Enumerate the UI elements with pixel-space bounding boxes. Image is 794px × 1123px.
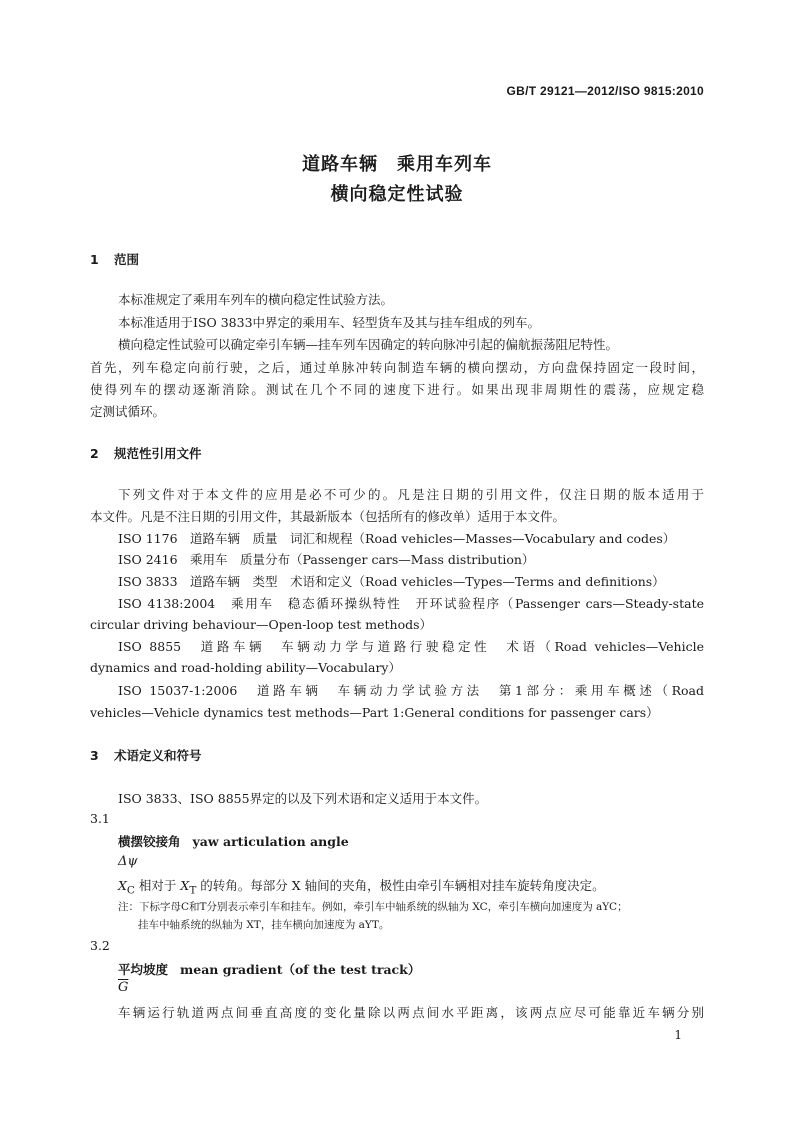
section-title: 术语定义和符号	[114, 748, 202, 763]
term-en: mean gradient（of the test track）	[180, 962, 421, 977]
term-en: yaw articulation angle	[192, 834, 349, 849]
ref-iso-1176: ISO 1176 道路车辆 质量 词汇和规程（Road vehicles—Masses—Vocabulary and codes）	[118, 531, 676, 546]
ref-iso-8855-line-1: ISO 8855 道路车辆 车辆动力学与道路行驶稳定性 术语（Road vehicles—Vehicle	[118, 639, 704, 654]
section-number: 2	[90, 446, 99, 461]
term-zh: 横摆铰接角	[118, 834, 181, 849]
ref-iso-8855-line-2: dynamics and road-holding ability—Vocabulary）	[90, 660, 401, 675]
ref-iso-3833: ISO 3833 道路车辆 类型 术语和定义（Road vehicles—Types—Terms and definitions）	[118, 574, 665, 589]
section-2-heading	[90, 444, 202, 462]
section-title: 范围	[114, 252, 140, 267]
def-text: 相对于	[134, 878, 181, 893]
term-3-2-title	[118, 960, 420, 978]
s1-para-2: 本标准适用于ISO 3833中界定的乘用车、轻型货车及其与挂车组成的列车。	[118, 315, 541, 330]
section-title: 规范性引用文件	[114, 446, 202, 461]
term-3-2-definition-line-1: 车辆运行轨道两点间垂直高度的变化量除以两点间水平距离，该两点应尽可能靠近车辆分别	[118, 1005, 704, 1020]
section-number: 3	[90, 748, 99, 763]
s2-intro-line-2: 本文件。凡是不注日期的引用文件，其最新版本（包括所有的修改单）适用于本文件。	[90, 509, 566, 524]
ref-iso-15037-line-1: ISO 15037-1:2006 道路车辆 车辆动力学试验方法 第1部分：乘用车概述（Road	[118, 683, 704, 698]
title-line-2: 横向稳定性试验	[330, 184, 464, 205]
axis-subscript: C	[126, 884, 135, 897]
section-1-heading	[90, 250, 139, 268]
s1-para-3-line-2: 首先，列车稳定向前行驶，之后，通过单脉冲转向制造车辆的横向摆动，方向盘保持固定一段时间，	[90, 360, 704, 375]
mean-gradient-symbol: $\overline{G}$	[118, 980, 129, 995]
axis-symbol: X	[118, 878, 127, 893]
term-3-1-symbol: Δψ	[118, 854, 138, 869]
standard-code: GB/T 29121—2012/ISO 9815:2010	[506, 84, 704, 98]
ref-iso-4138-line-1: ISO 4138:2004 乘用车 稳态循环操纵特性 开环试验程序（Passenger cars—Steady-state	[118, 596, 704, 611]
s1-para-3-line-1: 横向稳定性试验可以确定牵引车辆—挂车列车因确定的转向脉冲引起的偏航振荡阻尼特性。	[118, 337, 619, 352]
page-number: 1	[674, 1028, 682, 1042]
term-3-2-symbol	[118, 980, 128, 995]
term-3-1-title	[118, 832, 349, 850]
axis-symbol: X	[180, 878, 190, 893]
s1-para-1: 本标准规定了乘用车列车的横向稳定性试验方法。	[118, 292, 394, 307]
s1-para-3-line-4: 定测试循环。	[90, 404, 166, 419]
ref-iso-15037-line-2: vehicles—Vehicle dynamics test methods—Part 1:General conditions for passenger cars）	[90, 705, 659, 720]
term-3-1-note-line-1: 注：下标字母C和T分别表示牵引车和挂车。例如，牵引车中轴系统的纵轴为 XC，牵引车横向加速度为 aYC；	[118, 901, 628, 913]
title-line-1: 道路车辆 乘用车列车	[302, 154, 492, 175]
term-3-1-number: 3.1	[90, 811, 110, 826]
s2-intro-line-1: 下列文件对于本文件的应用是必不可少的。凡是注日期的引用文件，仅注日期的版本适用于	[118, 487, 704, 502]
ref-iso-4138-line-2: circular driving behaviour—Open-loop test methods）	[90, 617, 433, 632]
section-3-heading	[90, 746, 202, 764]
s3-intro: ISO 3833、ISO 8855界定的以及下列术语和定义适用于本文件。	[118, 791, 488, 806]
ref-iso-2416: ISO 2416 乘用车 质量分布（Passenger cars—Mass distribution）	[118, 552, 535, 567]
term-zh: 平均坡度	[118, 962, 169, 977]
axis-subscript: T	[189, 884, 197, 897]
term-3-2-number: 3.2	[90, 938, 110, 953]
section-number: 1	[90, 252, 99, 267]
term-3-1-definition	[118, 876, 704, 897]
s1-para-3-line-3: 使得列车的摆动逐渐消除。测试在几个不同的速度下进行。如果出现非周期性的震荡，应规定稳	[90, 382, 704, 397]
term-3-1-note-line-2: 挂车中轴系统的纵轴为 XT，挂车横向加速度为 aYT。	[138, 919, 390, 931]
def-text: 的转角。每部分 X 轴间的夹角，极性由牵引车辆相对挂车旋转角度决定。	[196, 878, 605, 893]
